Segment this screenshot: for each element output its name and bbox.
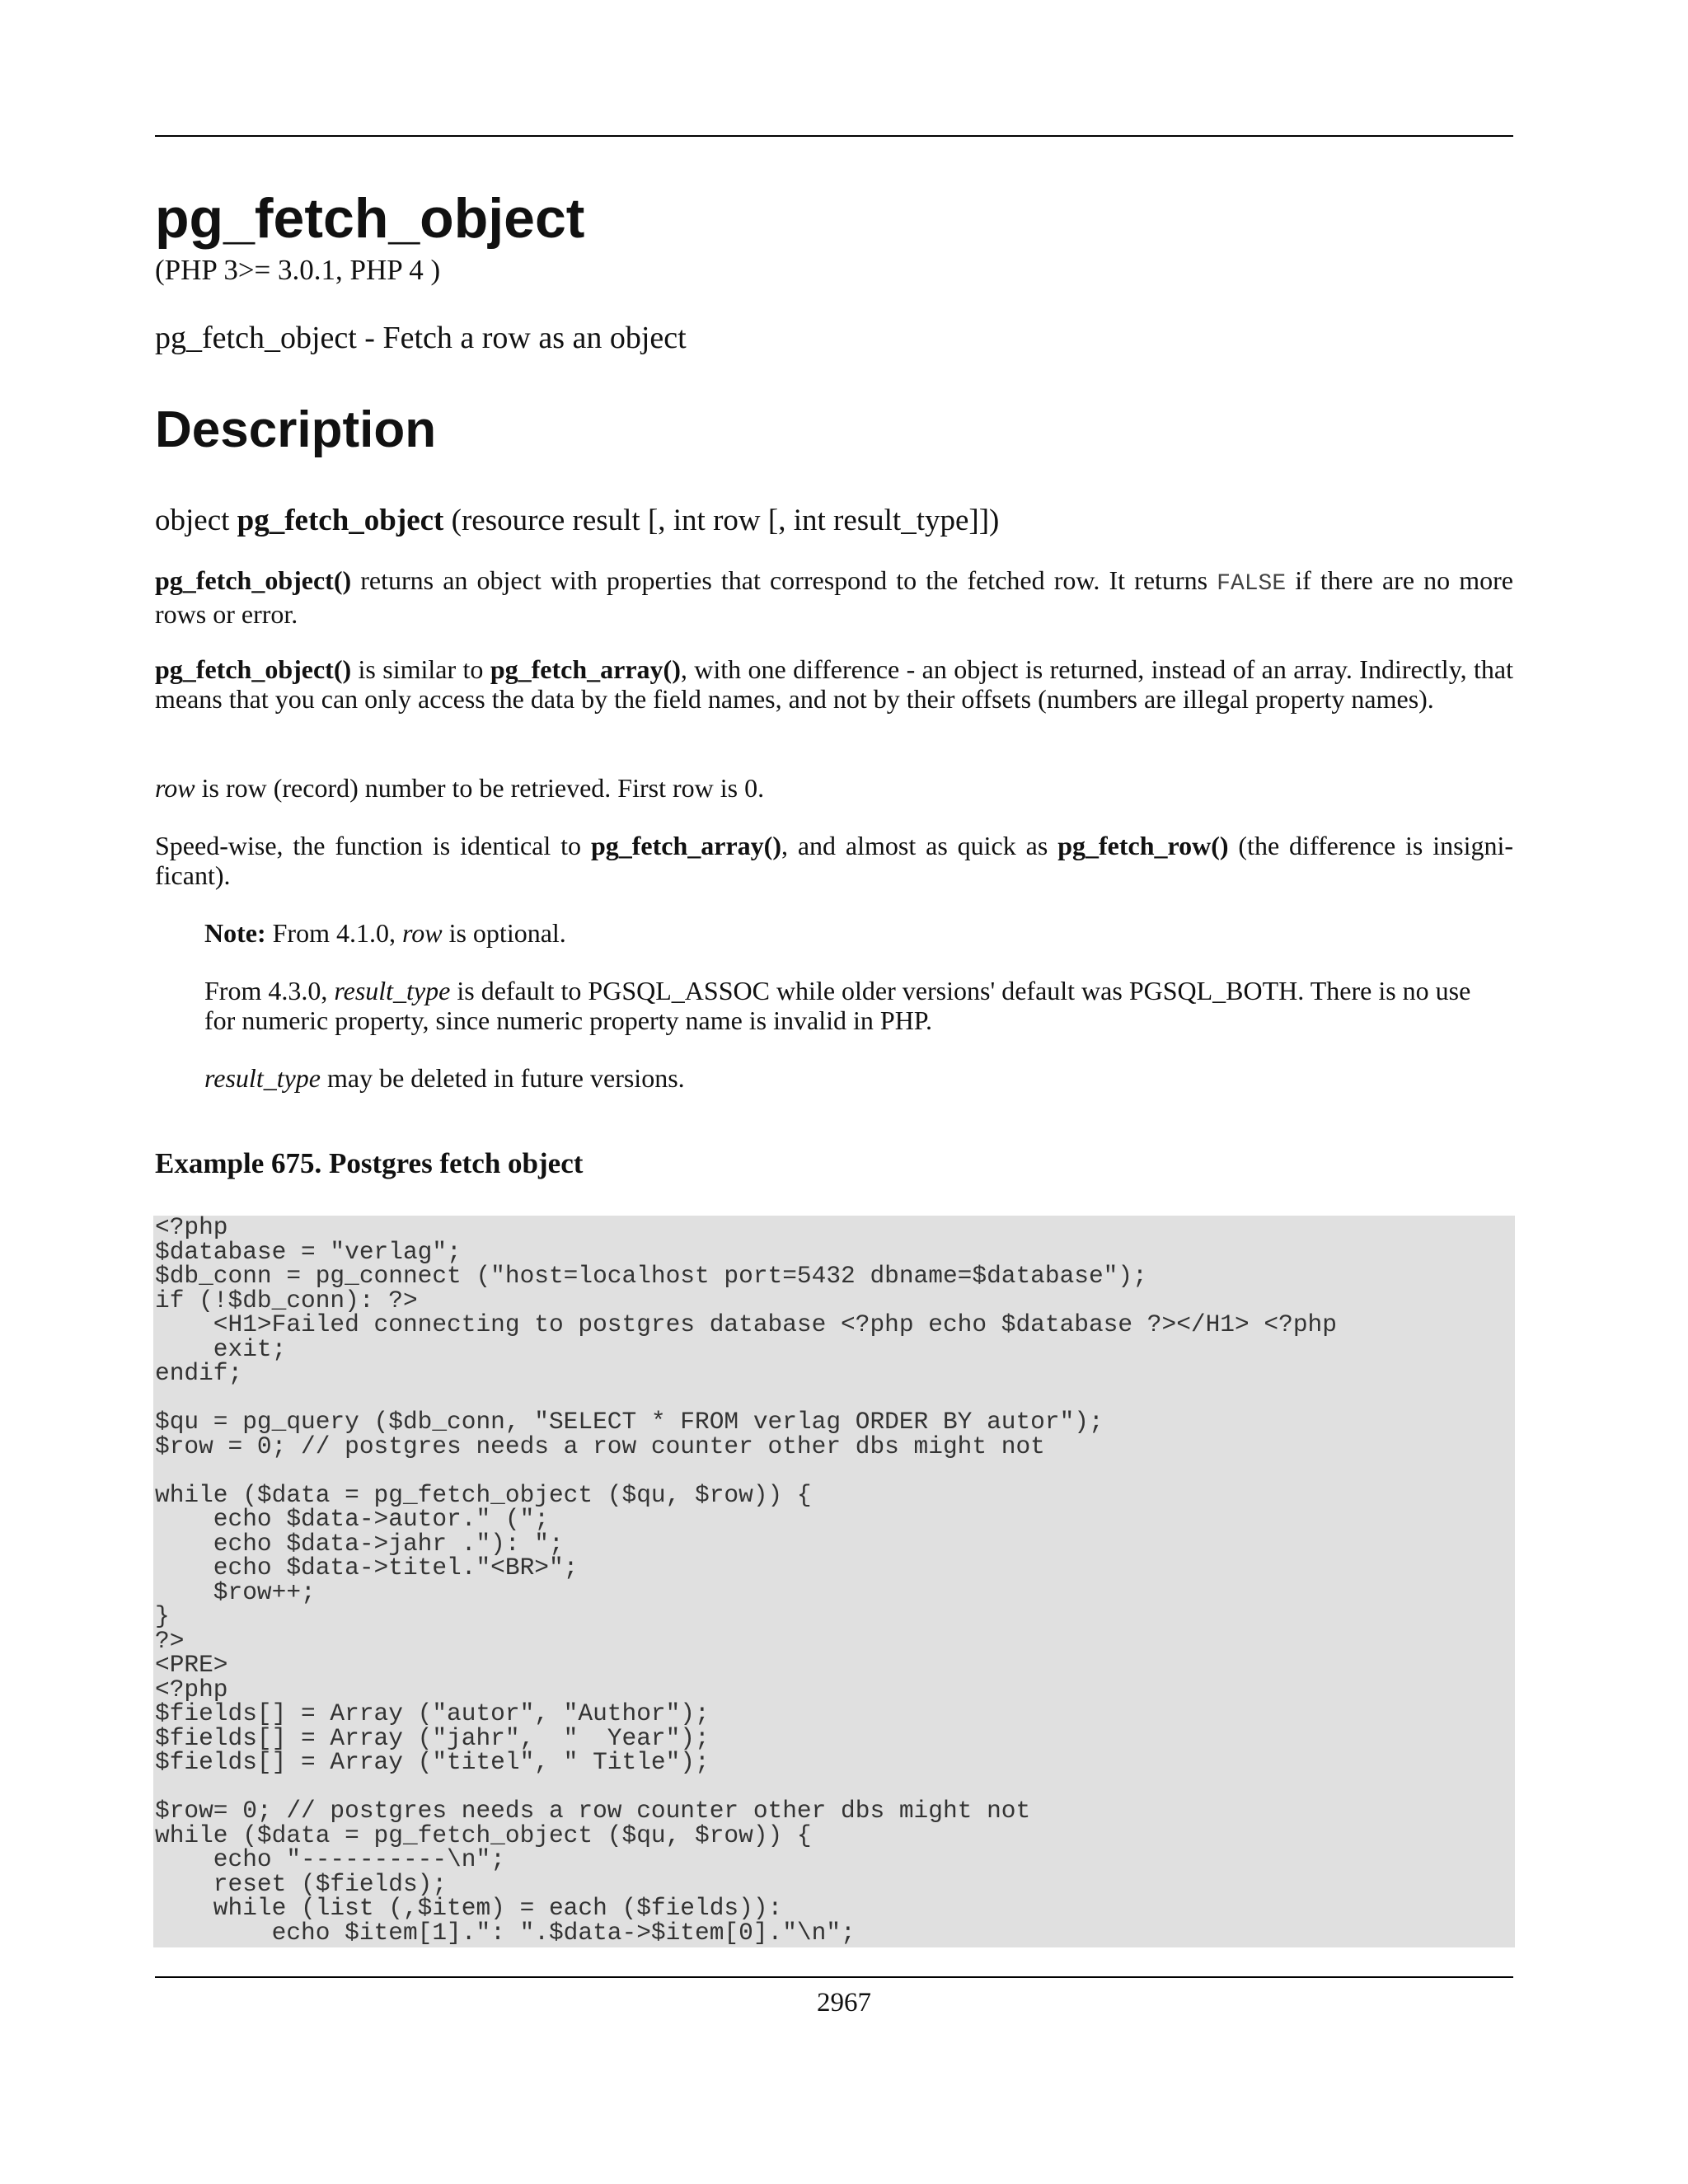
version-info: (PHP 3>= 3.0.1, PHP 4 ) — [155, 254, 441, 286]
synopsis-function: pg_fetch_object — [237, 504, 444, 537]
note-result-type-default — [204, 976, 1474, 1035]
paragraph-row — [155, 773, 1513, 803]
top-rule — [155, 135, 1513, 137]
paragraph-text: is similar to — [351, 654, 490, 684]
paragraph-text: , with one difference - an object is returned, instead of an array. Indirectly, that means that you can only access the data by the field names, and not by their offsets (numbers are illegal property names). — [155, 654, 1514, 714]
note-label: Note: — [204, 918, 266, 948]
bottom-rule — [155, 1976, 1513, 1978]
code-example — [153, 1213, 1515, 1947]
function-synopsis — [155, 503, 999, 538]
note-text: may be deleted in future versions. — [321, 1063, 685, 1093]
param-ref: result_type — [334, 976, 451, 1005]
param-ref: row — [155, 773, 195, 803]
function-ref: pg_fetch_row() — [1057, 831, 1229, 860]
note-text: From 4.1.0, — [265, 918, 402, 948]
note-text: is optional. — [442, 918, 566, 948]
note-result-type-deprecated — [204, 1063, 1474, 1093]
paragraph-text: Speed-wise, the function is identical to — [155, 831, 591, 860]
description-heading: Description — [155, 401, 437, 458]
inline-code-false: FALSE — [1217, 571, 1287, 597]
synopsis-params: (resource result [, int row [, int result_type]]) — [443, 504, 1000, 537]
example-title: Example 675. Postgres fetch object — [155, 1147, 584, 1179]
synopsis-return-type: object — [155, 504, 237, 537]
paragraph-text: returns an object with properties that correspond to the fetched row. It returns — [351, 565, 1217, 595]
function-ref: pg_fetch_object() — [155, 565, 352, 595]
paragraph-similar — [155, 654, 1513, 714]
note-text: From 4.3.0, — [204, 976, 335, 1005]
paragraph-text: (the difference is insignificant). — [155, 831, 1514, 890]
param-ref: result_type — [204, 1063, 321, 1093]
page-title: pg_fetch_object — [155, 187, 585, 250]
paragraph-speed — [155, 831, 1513, 890]
param-ref: row — [401, 918, 443, 948]
code-listing: <?php $database = "verlag"; $db_conn = pg_connect ("host=localhost port=5432 dbname=$database"); if (!$db_conn): ?> <H1>Failed connecting to postgres database <?php echo $database ?></H1> <?php exit; endif; $qu = pg_query ($db_conn, "SELECT * FROM verlag ORDER BY autor"); $row = 0; // postgres needs a row counter other dbs might not while ($data = pg_fetch_object ($qu, $row)) { echo $data->autor." ("; echo $data->jahr ."): "; echo $data->titel."<BR>"; $row++; } ?> <PRE> <?php $fields[] = Array ("autor", "Author"); $fields[] = Array ("jahr", " Year"); $fields[] = Array ("titel", " Title"); $row= 0; // postgres needs a row counter other dbs might not while ($data = pg_fetch_object ($qu, $row)) { echo "----------\n"; reset ($fields); while (list (,$item) = each ($fields)): echo $item[1].": ".$data->$item[0]."\n"; — [155, 1213, 1337, 1947]
function-ref: pg_fetch_array() — [590, 831, 781, 860]
function-ref: pg_fetch_object() — [155, 654, 352, 684]
paragraph-returns — [155, 565, 1513, 629]
paragraph-text: is row (record) number to be retrieved. First row is 0. — [195, 773, 765, 803]
refname: pg_fetch_object - Fetch a row as an object — [155, 321, 687, 355]
paragraph-text: if there are no more rows or error. — [155, 565, 1514, 629]
paragraph-text: , and almost as quick as — [781, 831, 1058, 860]
function-ref: pg_fetch_array() — [490, 654, 681, 684]
note-text: is default to PGSQL_ASSOC while older versions' default was PGSQL_BOTH. There is no use for numeric property, since numeric property name is invalid in PHP. — [204, 976, 1471, 1035]
page-number: 2967 — [817, 1988, 871, 2018]
note-optional-row — [204, 918, 1474, 948]
